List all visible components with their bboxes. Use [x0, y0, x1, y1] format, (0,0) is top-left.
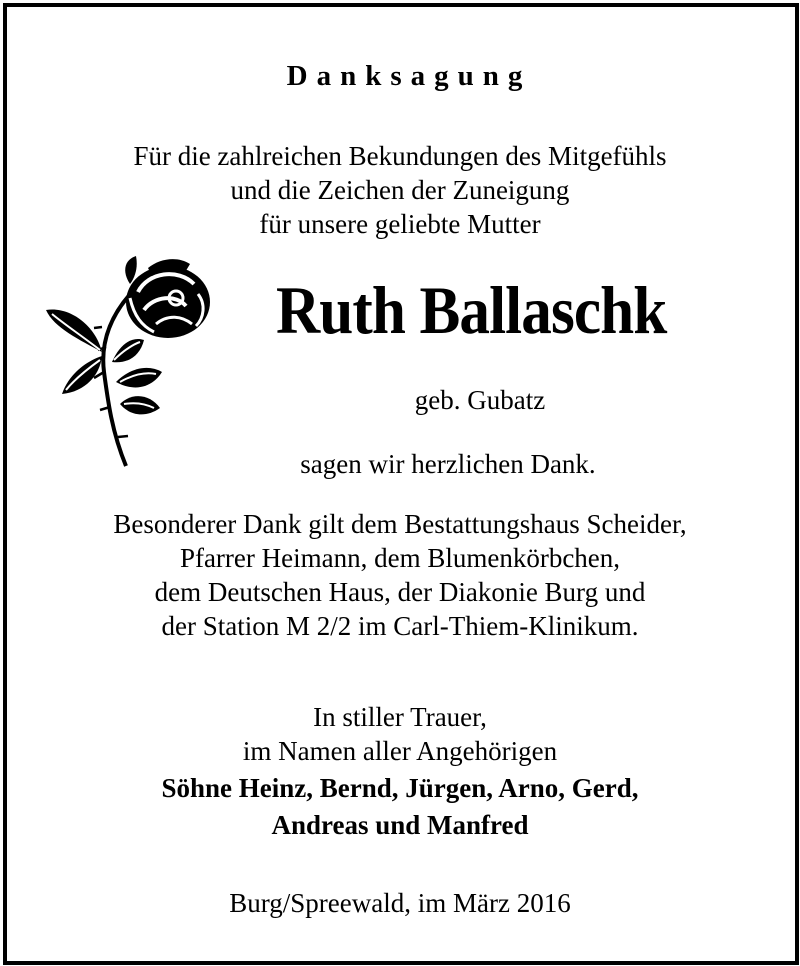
special-thanks-line-1: Besonderer Dank gilt dem Bestattungshaus Scheider, [113, 509, 687, 539]
deceased-name: Ruth Ballaschk [276, 272, 667, 348]
closing-line-2: im Namen aller Angehörigen [242, 736, 558, 766]
intro-line-3: für unsere geliebte Mutter [259, 209, 541, 239]
place-date: Burg/Spreewald, im März 2016 [229, 888, 571, 918]
special-thanks-line-3: dem Deutschen Haus, der Diakonie Burg und [154, 577, 646, 607]
intro-line-2: und die Zeichen der Zuneigung [230, 175, 570, 205]
intro-line-1: Für die zahlreichen Bekundungen des Mitgefühls [133, 141, 667, 171]
birth-name: geb. Gubatz [414, 385, 546, 415]
closing-line-1: In stiller Trauer, [313, 702, 487, 732]
family-line-1: Söhne Heinz, Bernd, Jürgen, Arno, Gerd, [161, 773, 639, 803]
notice-heading: Danksagung [286, 60, 532, 92]
family-line-2: Andreas und Manfred [271, 810, 529, 840]
thanks-line: sagen wir herzlichen Dank. [300, 449, 596, 479]
special-thanks-line-2: Pfarrer Heimann, dem Blumenkörbchen, [179, 543, 621, 573]
rose-icon [40, 232, 220, 472]
special-thanks-line-4: der Station M 2/2 im Carl-Thiem-Klinikum. [161, 611, 639, 641]
